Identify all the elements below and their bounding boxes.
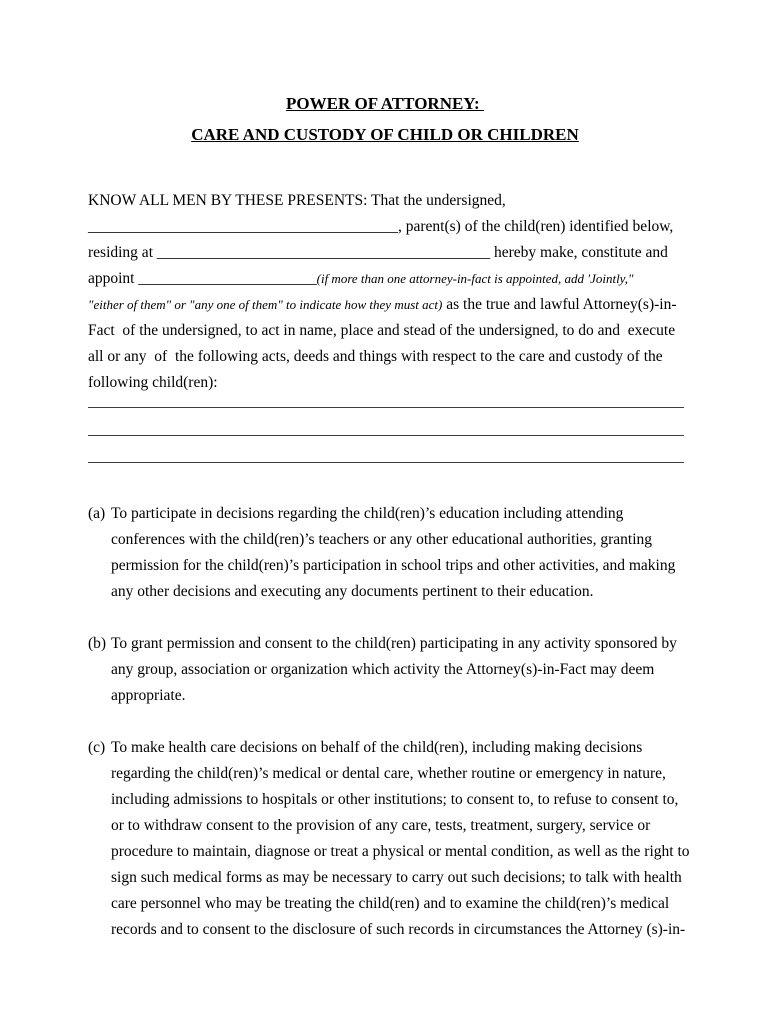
ruled-blank-line-2[interactable] [88, 408, 684, 436]
intro-line-3 [88, 240, 684, 266]
intro-line-5-italic-note: "either of them" or "any one of them" to indicate how they must act) [88, 297, 443, 312]
item-b-text-1: To grant permission and consent to the child(ren) participating in any activity sponsored by [111, 635, 677, 652]
item-c-line-8: records and to consent to the disclosure of such records in circumstances the Attorney (s)-in- [111, 921, 686, 938]
item-b-marker: (b) [88, 635, 107, 652]
intro-line-6: Fact of the undersigned, to act in name, place and stead of the undersigned, to do and execute [88, 322, 676, 339]
powers-list [88, 501, 690, 943]
ruled-blank-line-1[interactable] [88, 396, 684, 408]
intro-line-4 [88, 266, 684, 292]
item-c-line-3: including admissions to hospitals or other institutions; to consent to, to refuse to consent to, [111, 791, 679, 808]
item-b-line-1 [88, 631, 684, 657]
intro-line-3-text: hereby make, constitute and [490, 244, 668, 261]
item-c-line-6: sign such medical forms as may be necessary to carry out such decisions; to talk with health [111, 869, 682, 886]
item-a-line-4: any other decisions and executing any documents pertinent to their education. [111, 583, 594, 600]
title-line-1: POWER OF ATTORNEY: [286, 94, 484, 113]
item-c-line-2: regarding the child(ren)’s medical or dental care, whether routine or emergency in nature, [111, 765, 666, 782]
item-a-line-3: permission for the child(ren)’s participation in school trips and other activities, and making [111, 557, 676, 574]
item-c-line-7: care personnel who may be treating the child(ren) and to examine the child(ren)’s medical [111, 895, 670, 912]
list-item-c [88, 735, 690, 943]
intro-line-3-pre: residing at [88, 244, 157, 261]
item-a-line-2: conferences with the child(ren)’s teachers or any other educational authorities, granting [111, 531, 652, 548]
intro-line-7: all or any of the following acts, deeds and things with respect to the care and custody of the [88, 348, 663, 365]
intro-line-2 [88, 214, 684, 240]
item-b-line-2: any group, association or organization which activity the Attorney(s)-in-Fact may deem [111, 661, 655, 678]
blank-field-parent-names[interactable]: ________________________________________ [88, 218, 398, 235]
item-c-line-5: procedure to maintain, diagnose or treat a physical or mental condition, as well as the right to [111, 843, 690, 860]
list-item-a [88, 501, 684, 605]
item-a-text-1: To participate in decisions regarding the child(ren)’s education including attending [111, 505, 624, 522]
item-c-text-1: To make health care decisions on behalf of the child(ren), including making decisions [111, 739, 643, 756]
children-names-blank-lines [88, 396, 684, 463]
intro-paragraph [88, 188, 684, 396]
intro-line-5 [88, 292, 684, 318]
item-c-marker: (c) [88, 739, 106, 756]
intro-line-1: KNOW ALL MEN BY THESE PRESENTS: That the undersigned, [88, 192, 506, 209]
ruled-blank-line-3[interactable] [88, 436, 684, 464]
blank-field-address[interactable]: ___________________________________________ [156, 244, 491, 261]
blank-field-attorney-name[interactable]: _______________________ [138, 270, 317, 287]
intro-line-5-text: as the true and lawful Attorney(s)-in- [442, 296, 677, 313]
intro-line-4-pre: appoint [88, 270, 139, 287]
item-b-line-3: appropriate. [111, 687, 186, 704]
item-c-line-4: or to withdraw consent to the provision of any care, tests, treatment, surgery, service or [111, 817, 651, 834]
intro-line-8: following child(ren): [88, 374, 218, 391]
title-line-2: CARE AND CUSTODY OF CHILD OR CHILDREN [191, 125, 579, 144]
document-title [0, 0, 770, 150]
item-a-marker: (a) [88, 505, 106, 522]
list-item-b [88, 631, 684, 709]
item-a-line-1 [88, 501, 684, 527]
item-c-line-1 [88, 735, 684, 761]
intro-line-4-italic-note: (if more than one attorney-in-fact is appointed, add 'Jointly," [316, 271, 634, 286]
intro-line-2-text: , parent(s) of the child(ren) identified below, [398, 218, 674, 235]
document-body [88, 188, 690, 943]
